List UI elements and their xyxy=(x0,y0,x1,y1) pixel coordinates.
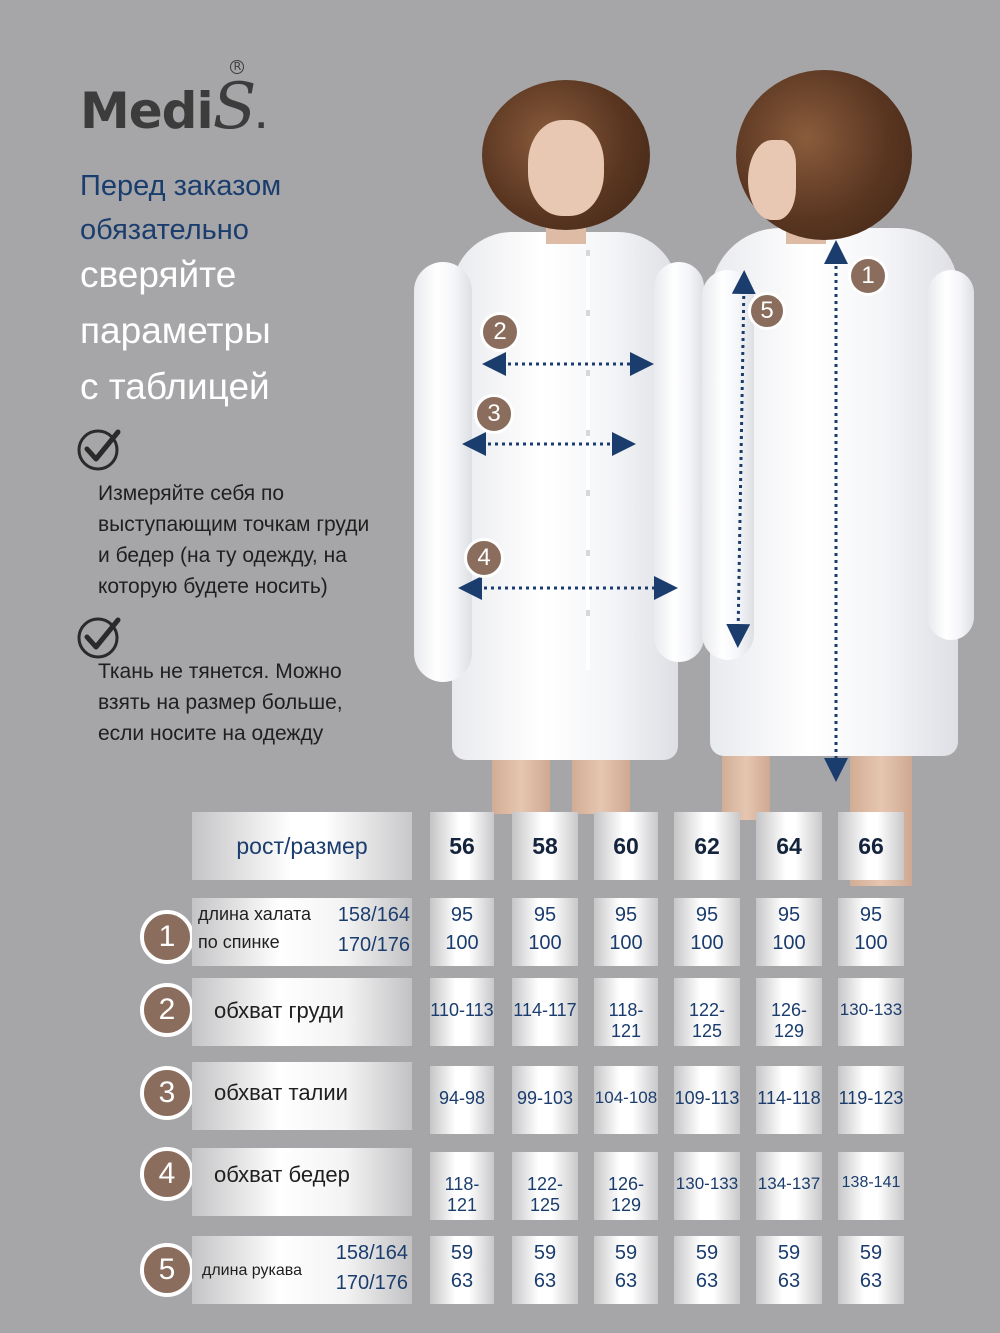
note-line: взять на размер больше, xyxy=(98,691,343,714)
height-range: 170/176 xyxy=(335,1272,408,1294)
cell-value: 99-103 xyxy=(516,1088,574,1108)
cell-value: 63 xyxy=(614,1270,638,1292)
note-line: Измеряйте себя по xyxy=(98,482,285,505)
table-cell xyxy=(838,1066,904,1134)
row-number-badge: 5 xyxy=(140,1243,194,1297)
cell-value: 109-113 xyxy=(674,1088,740,1108)
cell-value: 100 xyxy=(854,932,888,954)
cell-value: 100 xyxy=(528,932,562,954)
table-cell xyxy=(512,898,578,966)
cell-value: 95 xyxy=(450,904,474,926)
registered-mark: R xyxy=(230,60,244,74)
table-cell xyxy=(838,978,904,1046)
marker-4: 4 xyxy=(464,538,504,578)
size-56-header: 56 xyxy=(430,812,494,880)
table-cell xyxy=(512,1236,578,1304)
size-64-header: 64 xyxy=(756,812,822,880)
cell-value: 126-129 xyxy=(770,1000,808,1041)
cell-value: 95 xyxy=(614,904,638,926)
table-cell xyxy=(756,1152,822,1220)
brand-name-part1: Medi xyxy=(80,82,213,140)
brand-name-part2: S xyxy=(212,70,256,144)
cell-value: 100 xyxy=(772,932,806,954)
table-cell xyxy=(430,978,494,1046)
row-label-waist xyxy=(192,1062,412,1130)
cell-value: 63 xyxy=(777,1270,801,1292)
cell-value: 95 xyxy=(777,904,801,926)
row-label-chest xyxy=(192,978,412,1046)
row-number-badge: 2 xyxy=(140,983,194,1037)
table-cell xyxy=(594,898,658,966)
table-cell xyxy=(838,1152,904,1220)
intro-line-1: Перед заказом xyxy=(80,170,282,202)
row-label-text: обхват бедер xyxy=(214,1162,350,1187)
table-cell xyxy=(756,1066,822,1134)
height-range: 158/164 xyxy=(337,904,410,926)
cell-value: 118-121 xyxy=(444,1174,480,1215)
row-label-line: по спинке xyxy=(198,932,280,952)
cell-value: 59 xyxy=(777,1242,801,1264)
cell-value: 114-118 xyxy=(757,1088,821,1108)
cell-value: 138-141 xyxy=(841,1174,901,1191)
cell-value: 63 xyxy=(533,1270,557,1292)
table-cell xyxy=(838,1236,904,1304)
cell-value: 122-125 xyxy=(688,1000,726,1041)
row-label-text: длина рукава xyxy=(202,1262,302,1279)
note-line: если носите на одежду xyxy=(98,722,324,745)
size-60-header: 60 xyxy=(594,812,658,880)
cell-value: 63 xyxy=(695,1270,719,1292)
size-66-header: 66 xyxy=(838,812,904,880)
row-number-badge: 1 xyxy=(140,910,194,964)
table-cell xyxy=(430,1152,494,1220)
sleeve-length-line xyxy=(738,282,744,636)
cell-value: 94-98 xyxy=(438,1088,486,1108)
row-label-text: обхват талии xyxy=(214,1080,348,1105)
note-line: выступающим точкам груди xyxy=(98,513,370,536)
row-label-back-length xyxy=(192,898,412,966)
height-range: 170/176 xyxy=(337,934,410,956)
table-cell xyxy=(756,898,822,966)
table-cell xyxy=(674,1066,740,1134)
cell-value: 130-133 xyxy=(675,1174,739,1193)
intro-line-4: параметры xyxy=(80,310,271,351)
size-62-header: 62 xyxy=(674,812,740,880)
cell-value: 100 xyxy=(609,932,643,954)
cell-value: 130-133 xyxy=(839,1000,903,1019)
table-cell xyxy=(674,978,740,1046)
cell-value: 63 xyxy=(450,1270,474,1292)
table-cell xyxy=(674,1152,740,1220)
cell-value: 122-125 xyxy=(526,1174,564,1215)
brand-dot: . xyxy=(255,101,266,136)
row-number-badge: 4 xyxy=(140,1147,194,1201)
cell-value: 59 xyxy=(695,1242,719,1264)
cell-value: 59 xyxy=(614,1242,638,1264)
table-cell xyxy=(594,1236,658,1304)
table-cell xyxy=(430,898,494,966)
cell-value: 95 xyxy=(859,904,883,926)
table-cell xyxy=(594,1152,658,1220)
table-cell xyxy=(512,978,578,1046)
row-label-sleeve xyxy=(192,1236,412,1304)
row-label-text: обхват груди xyxy=(214,998,344,1023)
cell-value: 95 xyxy=(533,904,557,926)
intro-line-3: сверяйте xyxy=(80,254,237,295)
table-cell xyxy=(512,1152,578,1220)
size-58-header: 58 xyxy=(512,812,578,880)
note-line: которую будете носить) xyxy=(98,575,328,598)
table-cell xyxy=(674,898,740,966)
marker-3: 3 xyxy=(474,394,514,434)
cell-value: 110-113 xyxy=(430,1000,494,1020)
table-cell xyxy=(594,1066,658,1134)
cell-value: 126-129 xyxy=(607,1174,645,1215)
table-cell xyxy=(430,1236,494,1304)
cell-value: 59 xyxy=(533,1242,557,1264)
table-cell xyxy=(756,978,822,1046)
table-cell xyxy=(674,1236,740,1304)
row-label-line: длина халата xyxy=(198,904,311,924)
row-number-badge: 3 xyxy=(140,1066,194,1120)
cell-value: 95 xyxy=(695,904,719,926)
cell-value: 118-121 xyxy=(608,1000,644,1041)
note-line: Ткань не тянется. Можно xyxy=(98,660,342,683)
intro-line-2: обязательно xyxy=(80,214,249,246)
row-label-hips xyxy=(192,1148,412,1216)
height-range: 158/164 xyxy=(335,1242,408,1264)
cell-value: 119-123 xyxy=(838,1088,904,1108)
intro-line-5: с таблицей xyxy=(80,366,270,407)
marker-2: 2 xyxy=(480,312,520,352)
cell-value: 104-108 xyxy=(594,1088,658,1107)
cell-value: 100 xyxy=(690,932,724,954)
marker-1: 1 xyxy=(848,256,888,296)
table-cell xyxy=(756,1236,822,1304)
table-header-label: рост/размер xyxy=(192,812,412,880)
table-cell xyxy=(594,978,658,1046)
cell-value: 63 xyxy=(859,1270,883,1292)
cell-value: 134-137 xyxy=(757,1174,821,1193)
table-cell xyxy=(838,898,904,966)
note-line: и бедер (на ту одежду, на xyxy=(98,544,347,567)
cell-value: 100 xyxy=(445,932,479,954)
table-cell xyxy=(512,1066,578,1134)
marker-5: 5 xyxy=(748,292,786,330)
cell-value: 59 xyxy=(450,1242,474,1264)
cell-value: 59 xyxy=(859,1242,883,1264)
table-cell xyxy=(430,1066,494,1134)
cell-value: 114-117 xyxy=(513,1000,577,1020)
